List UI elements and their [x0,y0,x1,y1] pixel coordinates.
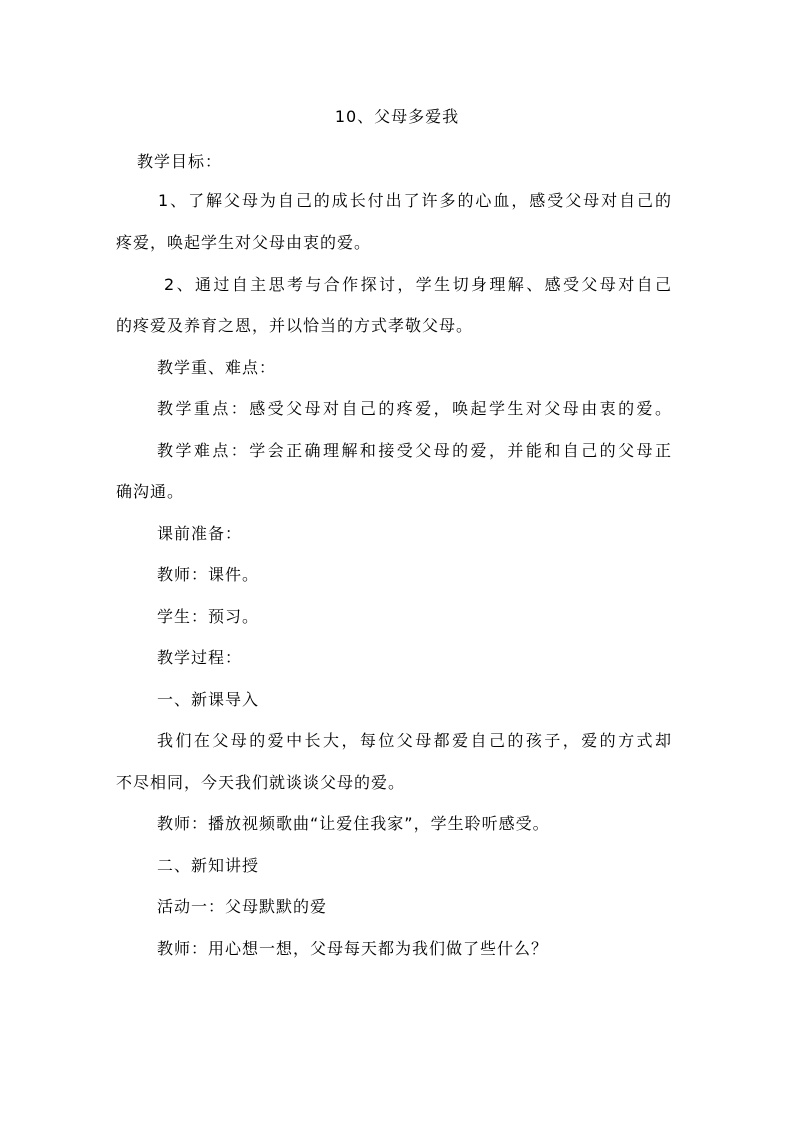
document-title: 10、父母多爱我 [334,107,460,126]
objective-1-line2: 疼爱，唤起学生对父母由衷的爱。 [116,233,372,252]
prep-student: 学生：预习。 [157,607,260,626]
teacher-question: 教师：用心想一想，父母每天都为我们做了些什么？ [157,939,549,958]
key-point: 教学重点：感受父母对自己的疼爱，唤起学生对父母由衷的爱。 [157,399,672,418]
prep-teacher: 教师：课件。 [157,565,260,584]
teacher-video: 教师：播放视频歌曲“让爱住我家”，学生聆听感受。 [157,814,550,833]
objective-2-line2: 的疼爱及养育之恩，并以恰当的方式孝敬父母。 [116,316,474,335]
heading-objectives: 教学目标： [137,152,223,171]
intro-line2: 不尽相同，今天我们就谈谈父母的爱。 [116,773,406,792]
activity-1: 活动一：父母默默的爱 [157,897,328,916]
heading-preparation: 课前准备： [157,524,243,543]
heading-key-points: 教学重、难点： [157,358,277,377]
difficulty-line2: 确沟通。 [116,482,185,501]
heading-process: 教学过程： [157,648,243,667]
section-2-heading: 二、新知讲授 [157,856,260,875]
difficulty-line1: 教学难点：学会正确理解和接受父母的爱，并能和自己的父母正 [157,441,672,460]
section-1-heading: 一、新课导入 [157,690,260,709]
intro-line1: 我们在父母的爱中长大，每位父母都爱自己的孩子，爱的方式却 [157,731,672,750]
objective-1-line1: 1、了解父母为自己的成长付出了许多的心血，感受父母对自己的 [158,191,672,210]
objective-2-line1: 2、通过自主思考与合作探讨，学生切身理解、感受父母对自己 [164,275,672,294]
